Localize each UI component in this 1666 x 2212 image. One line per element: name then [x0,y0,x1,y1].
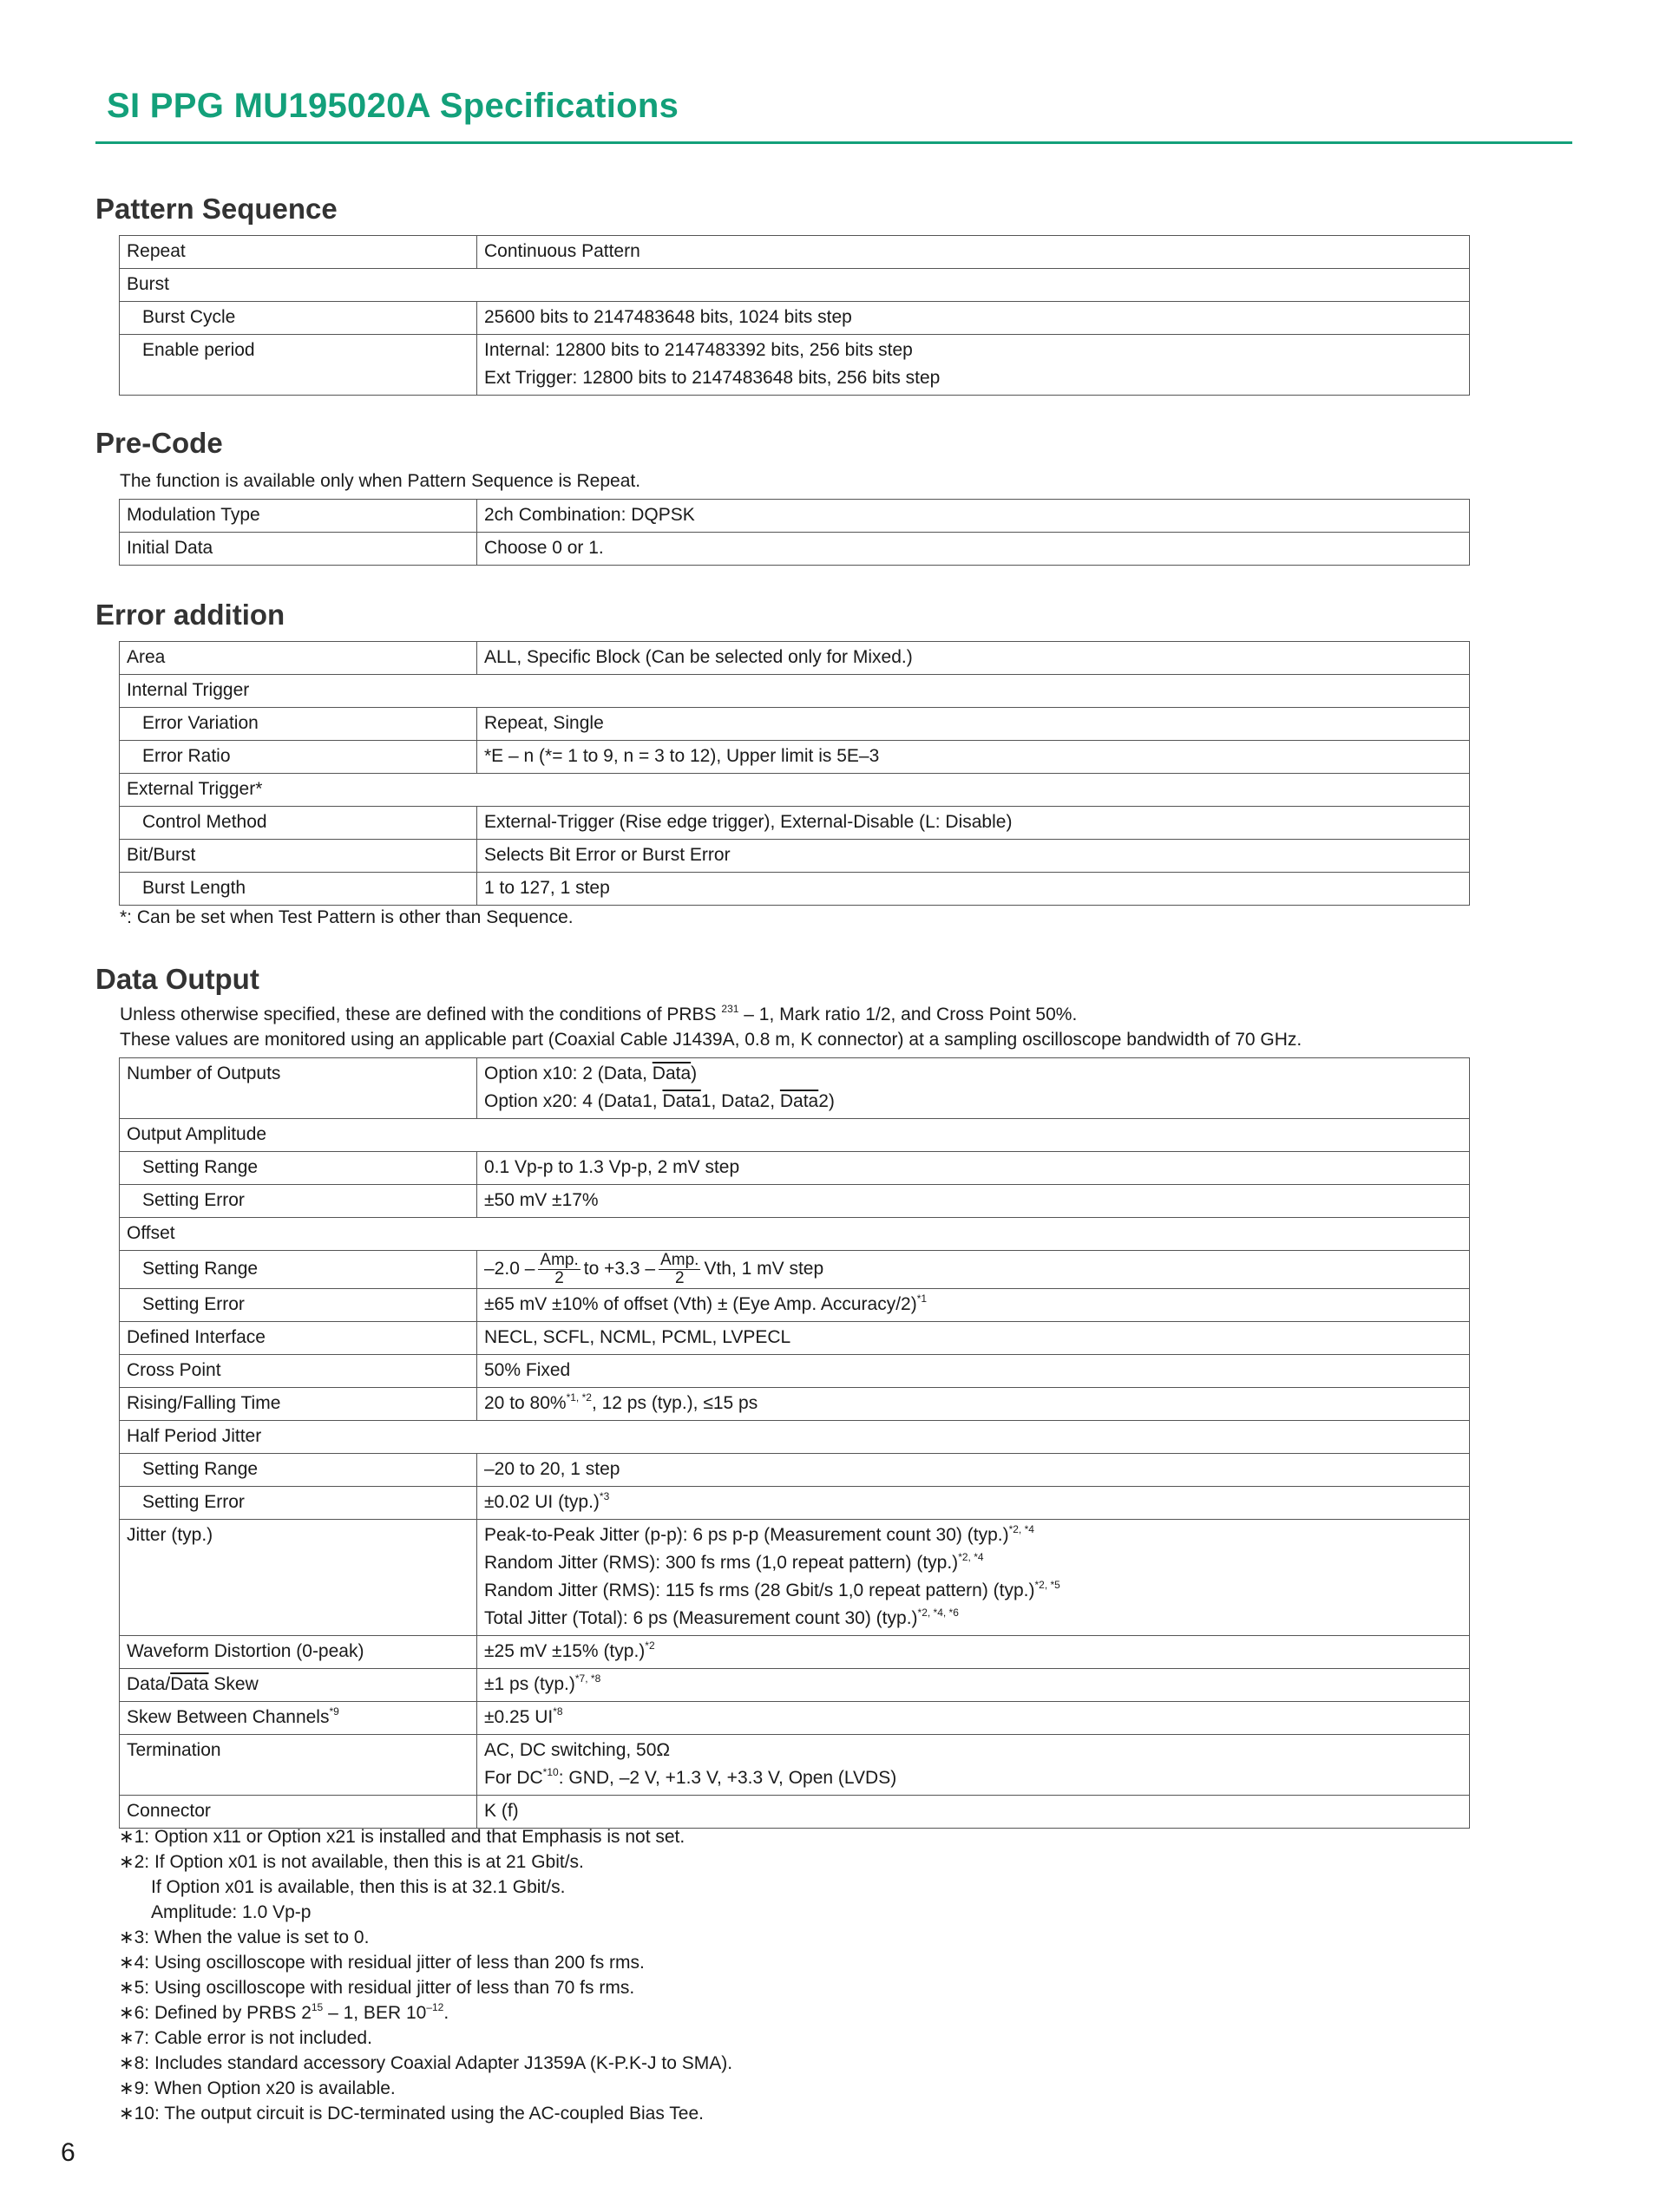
footnotes [119,1824,732,2126]
table-row [120,807,1470,840]
table-row [120,302,1470,335]
superscript: –12 [426,2001,444,2013]
table-row [120,675,1470,708]
row-key: Half Period Jitter [120,1421,1470,1454]
note-text: Unless otherwise specified, these are defined with the conditions of PRBS [120,1005,722,1024]
text: to +3.3 – [583,1259,656,1279]
fraction [659,1252,700,1287]
row-value: External-Trigger (Rise edge trigger), External-Disable (L: Disable) [477,807,1470,840]
text: Total Jitter (Total): 6 ps (Measurement count 30) (typ.) [484,1608,918,1628]
text: Peak-to-Peak Jitter (p-p): 6 ps p-p (Measurement count 30) (typ.) [484,1525,1009,1545]
row-value [477,1735,1470,1796]
row-value [477,1388,1470,1421]
text: ±1 ps (typ.) [484,1674,575,1694]
pattern-sequence-heading: Pattern Sequence [95,193,338,225]
table-row [120,1058,1470,1119]
data-output-note-2: These values are monitored using an applicable part (Coaxial Cable J1439A, 0.8 m, K connector) at a sampling oscilloscope bandwidth of 70 GHz. [120,1030,1302,1050]
row-value: 2ch Combination: DQPSK [477,500,1470,533]
row-value: 50% Fixed [477,1355,1470,1388]
table-row [120,1218,1470,1251]
pre-code-heading: Pre-Code [95,427,223,459]
value-line: Internal: 12800 bits to 2147483392 bits, 256 bits step [484,340,913,360]
superscript: *2, *5 [1034,1579,1060,1591]
pre-code-table [119,499,1470,566]
row-key: Number of Outputs [120,1058,477,1119]
row-value [477,1058,1470,1119]
data-output-note-1 [120,1002,1077,1027]
value-line: Ext Trigger: 12800 bits to 2147483648 bits, 256 bits step [484,368,941,388]
pattern-sequence-table [119,235,1470,396]
text: 2) [818,1091,835,1111]
footnote: Amplitude: 1.0 Vp-p [151,1902,312,1922]
error-addition-heading: Error addition [95,599,285,631]
fraction-numerator: Amp. [660,1251,699,1269]
row-value: Repeat, Single [477,708,1470,741]
value-line [484,1549,1462,1577]
page-title: SI PPG MU195020A Specifications [107,87,679,125]
row-value [477,1669,1470,1702]
table-row [120,1796,1470,1829]
row-key: Control Method [120,807,477,840]
row-value [477,1487,1470,1520]
table-row [120,1152,1470,1185]
superscript: *2 [645,1639,655,1652]
overlined-text: Data [652,1063,692,1083]
note-text: – 1, Mark ratio 1/2, and Cross Point 50%. [738,1005,1078,1024]
text: – 1, BER 10 [323,2003,427,2023]
fraction [538,1252,580,1287]
table-row [120,873,1470,906]
table-row [120,774,1470,807]
table-row [120,1251,1470,1289]
superscript: 15 [311,2001,324,2013]
table-row [120,1735,1470,1796]
text: Skew [208,1674,259,1694]
table-row [120,236,1470,269]
row-value: 1 to 127, 1 step [477,873,1470,906]
footnote: ∗9: When Option x20 is available. [119,2078,396,2098]
row-value: 25600 bits to 2147483648 bits, 1024 bits step [477,302,1470,335]
text: ∗6: Defined by PRBS 2 [119,2003,312,2023]
note-sup: 231 [721,1003,739,1015]
value-line [484,1060,1462,1088]
superscript: *2, *4 [1008,1523,1034,1535]
text: . [443,2003,449,2023]
row-key: Rising/Falling Time [120,1388,477,1421]
value-line [484,1764,1462,1792]
row-value: K (f) [477,1796,1470,1829]
text: Data/ [127,1674,171,1694]
row-key: Error Ratio [120,741,477,774]
text: ) [691,1063,698,1083]
page-number: 6 [61,2138,75,2167]
footnote: ∗3: When the value is set to 0. [119,1927,370,1947]
table-row [120,1355,1470,1388]
row-value: Selects Bit Error or Burst Error [477,840,1470,873]
row-key: Modulation Type [120,500,477,533]
row-key: Repeat [120,236,477,269]
value-line: AC, DC switching, 50Ω [484,1740,671,1760]
row-key: Setting Error [120,1487,477,1520]
row-key: Setting Error [120,1289,477,1322]
table-row [120,1119,1470,1152]
row-key: Cross Point [120,1355,477,1388]
text: Skew Between Channels [127,1707,330,1727]
superscript: *3 [599,1490,610,1502]
row-key: Waveform Distortion (0-peak) [120,1636,477,1669]
row-key: Setting Range [120,1454,477,1487]
row-value: Choose 0 or 1. [477,533,1470,566]
footnote: ∗2: If Option x01 is not available, then this is at 21 Gbit/s. [119,1852,584,1872]
table-row [120,1185,1470,1218]
table-row [120,1421,1470,1454]
text: Random Jitter (RMS): 300 fs rms (1,0 repeat pattern) (typ.) [484,1553,959,1573]
row-value: ±50 mV ±17% [477,1185,1470,1218]
row-value: NECL, SCFL, NCML, PCML, LVPECL [477,1322,1470,1355]
overlined-text: Data [662,1091,701,1111]
superscript: *1, *2 [566,1391,592,1404]
row-key: Bit/Burst [120,840,477,873]
data-output-table [119,1057,1470,1829]
value-line [484,1605,1462,1633]
text: 1, Data2, [700,1091,780,1111]
row-key: Setting Range [120,1152,477,1185]
text: , 12 ps (typ.), ≤15 ps [591,1393,758,1413]
text: ±65 mV ±10% of offset (Vth) ± (Eye Amp. Accuracy/2) [484,1294,917,1314]
row-key: Error Variation [120,708,477,741]
table-row [120,533,1470,566]
footnote: If Option x01 is available, then this is at 32.1 Gbit/s. [151,1877,566,1897]
footnote: ∗1: Option x11 or Option x21 is installed and that Emphasis is not set. [119,1827,685,1847]
row-key: External Trigger* [120,774,1470,807]
footnote: ∗8: Includes standard accessory Coaxial Adapter J1359A (K-P.K-J to SMA). [119,2053,733,2073]
fraction-numerator: Amp. [540,1251,579,1269]
text: : GND, –2 V, +1.3 V, +3.3 V, Open (LVDS) [558,1768,897,1788]
row-key [120,1669,477,1702]
row-key: Jitter (typ.) [120,1520,477,1636]
superscript: *2, *4 [958,1551,984,1563]
value-line [484,1522,1462,1549]
row-key: Enable period [120,335,477,396]
table-row [120,1487,1470,1520]
footnote: ∗5: Using oscilloscope with residual jitter of less than 70 fs rms. [119,1978,635,1998]
superscript: *9 [329,1705,339,1718]
footnote [119,2000,732,2025]
value-line [484,1577,1462,1605]
row-key: Setting Error [120,1185,477,1218]
pre-code-note: The function is available only when Pattern Sequence is Repeat. [120,471,641,491]
row-key: Termination [120,1735,477,1796]
table-row [120,335,1470,396]
data-output-heading: Data Output [95,963,259,995]
row-key: Output Amplitude [120,1119,1470,1152]
table-row [120,1454,1470,1487]
text: ±0.25 UI [484,1707,554,1727]
footnote: ∗4: Using oscilloscope with residual jitter of less than 200 fs rms. [119,1953,645,1973]
table-row [120,269,1470,302]
table-row [120,500,1470,533]
row-value [477,1636,1470,1669]
table-row [120,1669,1470,1702]
table-row [120,642,1470,675]
fraction-denominator: 2 [554,1269,564,1287]
row-value [477,335,1470,396]
superscript: *7, *8 [574,1672,601,1685]
superscript: *1 [916,1293,928,1305]
table-row [120,708,1470,741]
row-key: Offset [120,1218,1470,1251]
footnote: ∗10: The output circuit is DC-terminated using the AC-coupled Bias Tee. [119,2104,704,2124]
overlined-text: Data [779,1091,819,1111]
text: Option x10: 2 (Data, [484,1063,653,1083]
table-row [120,1388,1470,1421]
superscript: *2, *4, *6 [917,1607,959,1619]
row-key: Burst Length [120,873,477,906]
text: Random Jitter (RMS): 115 fs rms (28 Gbit/s 1,0 repeat pattern) (typ.) [484,1580,1035,1600]
row-key: Defined Interface [120,1322,477,1355]
error-addition-footnote: *: Can be set when Test Pattern is other than Sequence. [120,907,574,927]
row-key: Burst Cycle [120,302,477,335]
row-value: ALL, Specific Block (Can be selected only for Mixed.) [477,642,1470,675]
row-value [477,1520,1470,1636]
text: 20 to 80% [484,1393,567,1413]
title-divider [95,141,1572,144]
table-row [120,1322,1470,1355]
row-key: Initial Data [120,533,477,566]
table-row [120,1636,1470,1669]
row-value: *E – n (*= 1 to 9, n = 3 to 12), Upper limit is 5E–3 [477,741,1470,774]
table-row [120,1520,1470,1636]
fraction-denominator: 2 [674,1269,685,1287]
row-key: Connector [120,1796,477,1829]
error-addition-table [119,641,1470,906]
table-row [120,741,1470,774]
value-line [484,1088,1462,1116]
footnote: ∗7: Cable error is not included. [119,2028,372,2048]
text: ±0.02 UI (typ.) [484,1492,600,1512]
text: ±25 mV ±15% (typ.) [484,1641,646,1661]
row-value [477,1702,1470,1735]
table-row [120,1702,1470,1735]
table-row [120,1289,1470,1322]
row-key [120,1702,477,1735]
row-key: Burst [120,269,1470,302]
text: Vth, 1 mV step [704,1259,824,1279]
row-key: Internal Trigger [120,675,1470,708]
text: –2.0 – [484,1259,535,1279]
superscript: *10 [542,1766,559,1778]
row-key: Area [120,642,477,675]
superscript: *8 [553,1705,563,1718]
text: For DC [484,1768,543,1788]
row-value: 0.1 Vp-p to 1.3 Vp-p, 2 mV step [477,1152,1470,1185]
row-key: Setting Range [120,1251,477,1289]
overlined-text: Data [170,1674,209,1694]
row-value: Continuous Pattern [477,236,1470,269]
text: Option x20: 4 (Data1, [484,1091,663,1111]
table-row [120,840,1470,873]
row-value [477,1289,1470,1322]
row-value [477,1251,1470,1289]
row-value: –20 to 20, 1 step [477,1454,1470,1487]
